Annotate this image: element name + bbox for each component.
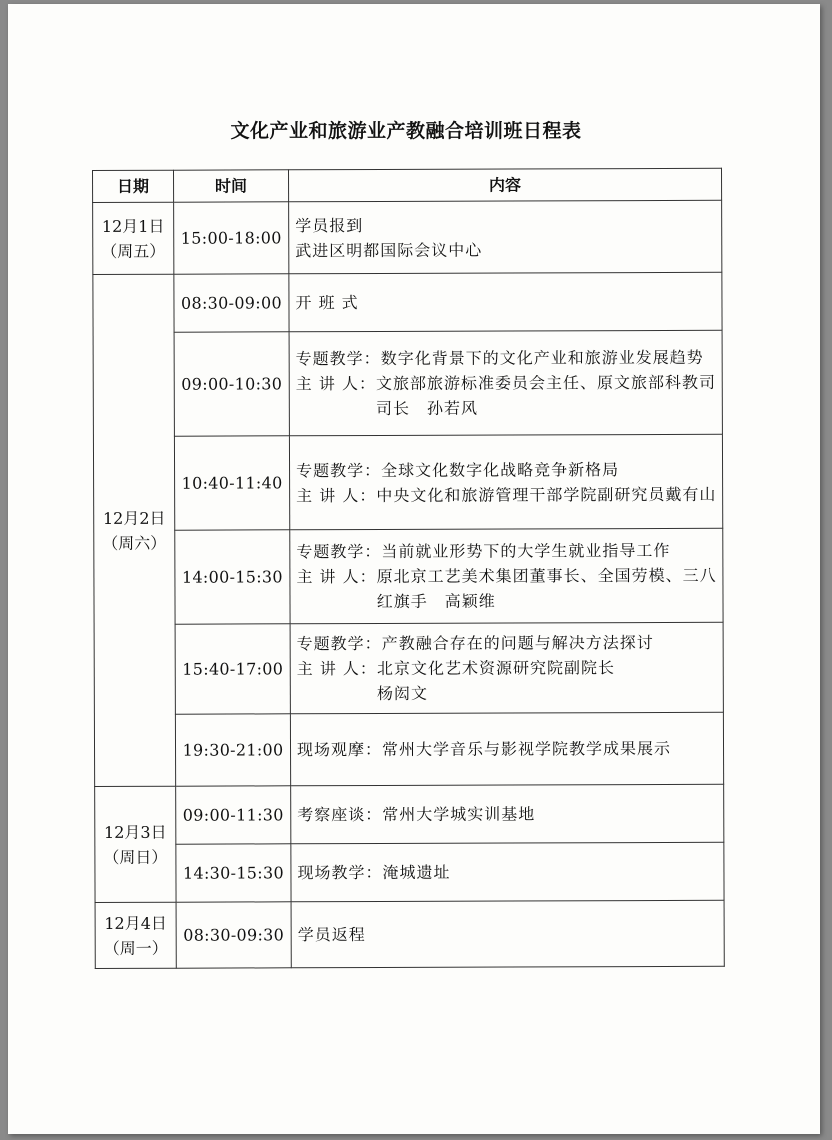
content-label: 主 讲 人：	[295, 374, 376, 394]
content-text	[377, 655, 719, 706]
content-line	[296, 538, 718, 564]
content-text	[381, 538, 718, 564]
content-value: 北京文化艺术资源研究院副院长	[376, 658, 615, 679]
content-column-header: 内容	[289, 168, 722, 202]
content-text	[298, 921, 720, 947]
content-value: 中央文化和旅游管理干部学院副研究员戴有山	[376, 484, 717, 505]
time-cell: 10:40-11:40	[174, 436, 289, 530]
content-value: 常州大学城实训基地	[382, 804, 536, 824]
schedule-body	[93, 200, 725, 968]
content-text	[295, 289, 717, 315]
content-line	[295, 236, 717, 262]
content-value: 数字化背景下的文化产业和旅游业发展趋势	[380, 347, 704, 368]
content-text	[382, 801, 719, 827]
content-cell	[289, 330, 722, 436]
time-cell: 08:30-09:30	[176, 902, 291, 968]
content-cell	[290, 528, 723, 624]
date-cell	[95, 786, 176, 902]
content-label: 现场教学：	[297, 862, 383, 883]
content-label: 专题教学：	[296, 460, 382, 480]
date-cell	[93, 202, 174, 274]
content-line	[297, 801, 719, 827]
content-text	[382, 859, 719, 885]
table-row	[93, 434, 722, 530]
content-value: 文旅部旅游标准委员会主任、原文旅部科教司司长 孙若风	[375, 372, 716, 419]
date-cell	[95, 902, 176, 968]
time-cell: 09:00-11:30	[176, 786, 291, 844]
content-cell	[291, 900, 724, 968]
table-row	[93, 330, 722, 436]
table-row	[93, 272, 722, 332]
content-text	[376, 370, 718, 421]
table-row	[94, 712, 723, 786]
date-cell	[93, 274, 176, 786]
time-cell: 19:30-21:00	[175, 714, 290, 786]
content-text	[377, 563, 719, 614]
date-label: 12月1日	[101, 216, 165, 236]
time-cell: 14:00-15:30	[175, 530, 290, 624]
weekday-label: （周一）	[103, 938, 168, 958]
document-page	[8, 4, 820, 1134]
time-column-header: 时间	[174, 170, 289, 202]
weekday-label: （周六）	[102, 533, 167, 553]
table-row	[93, 200, 722, 274]
content-cell	[289, 272, 722, 332]
content-value: 原北京工艺美术集团董事长、全国劳模、三八红旗手 高颖维	[376, 565, 717, 612]
content-cell	[290, 622, 723, 714]
content-line	[295, 211, 717, 237]
content-cell	[291, 842, 724, 902]
table-header-row	[93, 168, 722, 202]
content-value: 武进区明都国际会议中心	[295, 240, 483, 260]
content-cell	[289, 434, 722, 530]
content-line	[298, 921, 720, 947]
content-cell	[289, 200, 722, 274]
time-cell: 15:40-17:00	[175, 624, 290, 714]
weekday-label: （周五）	[101, 241, 166, 261]
content-value: 常州大学音乐与影视学院教学成果展示	[382, 738, 672, 759]
weekday-label: （周日）	[103, 847, 168, 867]
table-row	[95, 842, 724, 902]
content-line	[296, 456, 718, 482]
content-line	[295, 289, 717, 315]
content-value: 淹城遗址	[382, 862, 451, 882]
content-line	[296, 345, 718, 371]
date-column-header: 日期	[93, 170, 174, 202]
content-label: 考察座谈：	[297, 804, 383, 825]
content-line	[297, 859, 719, 885]
table-row	[95, 784, 724, 844]
content-text	[295, 211, 717, 237]
content-text	[295, 236, 717, 262]
speaker-name: 杨闳文	[376, 683, 429, 704]
table-row	[95, 900, 724, 968]
content-label: 专题教学：	[296, 541, 382, 562]
time-cell: 15:00-18:00	[174, 202, 289, 274]
time-cell: 14:30-15:30	[176, 844, 291, 902]
document-title: 文化产业和旅游业产教融合培训班日程表	[230, 120, 582, 142]
content-line	[296, 370, 718, 421]
content-cell	[291, 784, 724, 844]
content-value: 当前就业形势下的大学生就业指导工作	[381, 540, 671, 561]
content-line	[297, 630, 719, 656]
content-value: 开 班 式	[295, 293, 359, 313]
content-line	[297, 736, 719, 762]
content-text	[381, 345, 718, 371]
content-text	[382, 630, 719, 656]
date-label: 12月4日	[104, 913, 167, 933]
content-cell	[290, 712, 723, 786]
content-value: 学员报到	[295, 215, 364, 235]
content-text	[381, 456, 718, 482]
content-label: 主 讲 人：	[296, 659, 377, 679]
content-label: 主 讲 人：	[296, 567, 377, 587]
content-text	[376, 481, 718, 507]
content-label: 专题教学：	[296, 633, 382, 654]
time-cell: 08:30-09:00	[174, 274, 289, 332]
content-line	[297, 655, 719, 706]
content-label: 主 讲 人：	[296, 485, 377, 505]
content-label: 现场观摩：	[296, 739, 383, 760]
content-text	[382, 736, 719, 762]
content-line	[296, 481, 718, 507]
content-value: 产教融合存在的问题与解决方法探讨	[381, 633, 654, 653]
content-label: 专题教学：	[295, 348, 381, 369]
schedule-table	[92, 168, 725, 969]
date-label: 12月2日	[102, 508, 166, 528]
content-value: 学员返程	[297, 925, 366, 945]
date-label: 12月3日	[103, 822, 167, 842]
content-line	[296, 563, 718, 614]
table-row	[94, 528, 723, 624]
content-value: 全球文化数字化战略竞争新格局	[381, 459, 620, 480]
time-cell: 09:00-10:30	[174, 332, 289, 436]
table-row	[94, 622, 723, 714]
